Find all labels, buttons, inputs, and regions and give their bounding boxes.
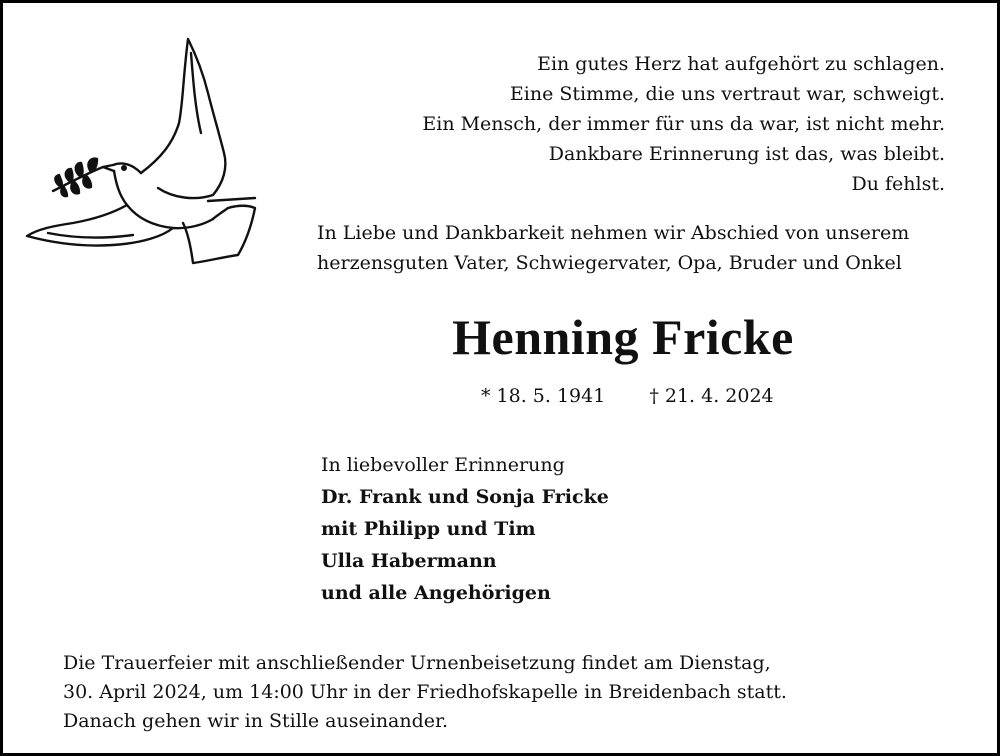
- poem-line: Ein gutes Herz hat aufgehört zu schlagen.: [537, 53, 945, 75]
- notice-line: Die Trauerfeier mit anschließender Urnenbeisetzung findet am Dienstag,: [63, 652, 771, 674]
- poem-line: Ein Mensch, der immer für uns da war, ist nicht mehr.: [422, 113, 945, 135]
- dove-icon: [23, 33, 268, 268]
- life-dates: [481, 385, 774, 407]
- mourner-line: Ulla Habermann: [321, 550, 497, 572]
- deceased-name: Henning Fricke: [452, 309, 794, 365]
- intro-line: herzensguten Vater, Schwiegervater, Opa, Bruder und Onkel: [317, 252, 902, 274]
- mourners-heading: In liebevoller Erinnerung: [321, 454, 565, 476]
- poem-line: Du fehlst.: [851, 173, 945, 195]
- farewell-intro: [317, 218, 909, 278]
- notice-line: 30. April 2024, um 14:00 Uhr in der Friedhofskapelle in Breidenbach statt.: [63, 681, 787, 703]
- intro-line: In Liebe und Dankbarkeit nehmen wir Abschied von unserem: [317, 222, 910, 244]
- birth-date: * 18. 5. 1941: [481, 385, 606, 407]
- mourner-line: Dr. Frank und Sonja Fricke: [321, 486, 609, 508]
- poem-line: Eine Stimme, die uns vertraut war, schweigt.: [509, 83, 945, 105]
- mourners: [321, 449, 609, 609]
- notice-line: Danach gehen wir in Stille auseinander.: [63, 710, 449, 732]
- mourner-line: mit Philipp und Tim: [321, 518, 536, 540]
- mourner-line: und alle Angehörigen: [321, 582, 551, 604]
- poem-line: Dankbare Erinnerung ist das, was bleibt.: [548, 143, 945, 165]
- death-date: † 21. 4. 2024: [649, 385, 774, 407]
- funeral-notice: [63, 649, 787, 736]
- poem: [422, 49, 945, 199]
